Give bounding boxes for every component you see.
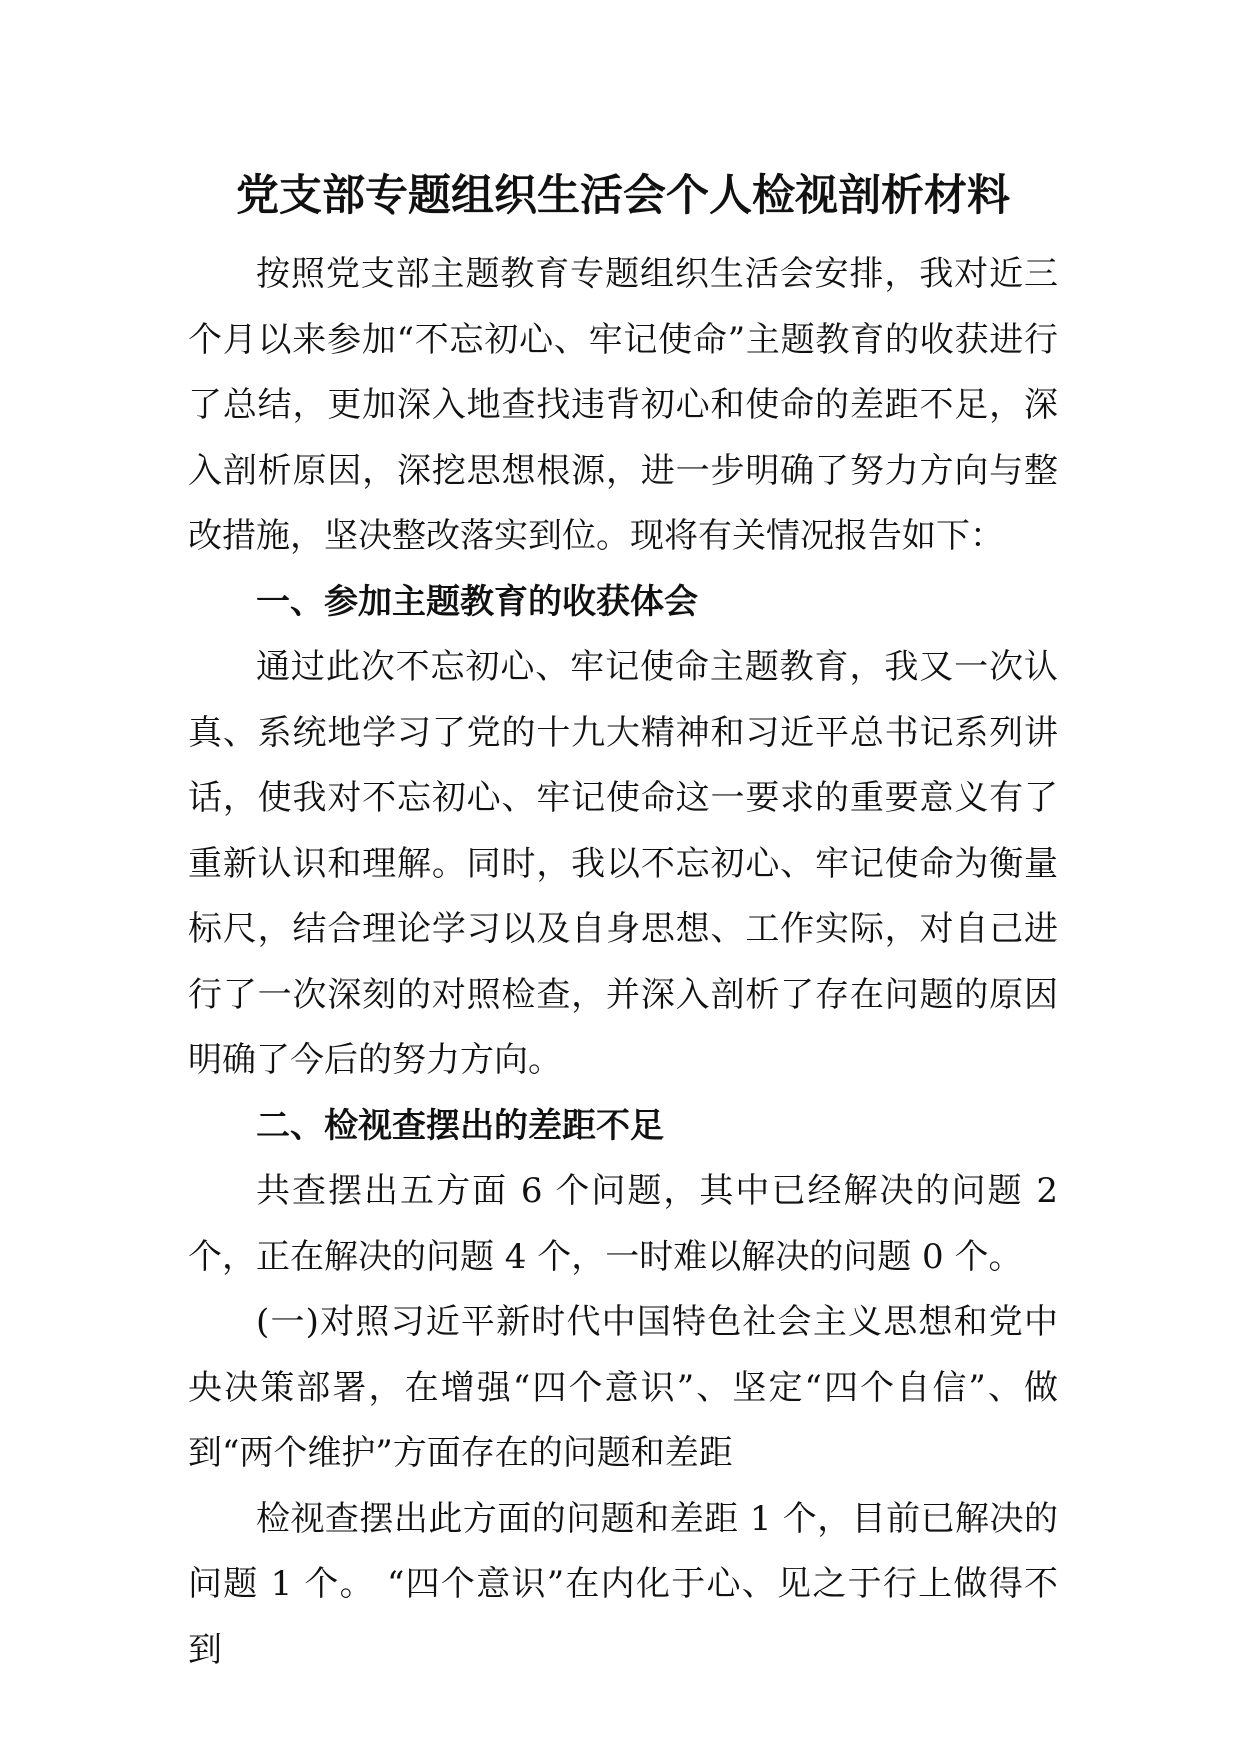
subsection-1-heading: (一)对照习近平新时代中国特色社会主义思想和党中央决策部署，在增强“四个意识”、坚定“四个自信”、做到“两个维护”方面存在的问题和差距 bbox=[188, 1302, 1058, 1473]
section-1-paragraph: 通过此次不忘初心、牢记使命主题教育，我又一次认真、系统地学习了党的十九大精神和习近平总书记系列讲话，使我对不忘初心、牢记使命这一要求的重要意义有了重新认识和理解。同时，我以不忘初心、牢记使命为衡量标尺，结合理论学习以及自身思想、工作实际，对自己进行了一次深刻的对照检查，并深入剖析了存在问题的原因明确了今后的努力方向。 bbox=[188, 647, 1058, 1080]
section-2-heading: 二、检视查摆出的差距不足 bbox=[256, 1105, 664, 1146]
document-title: 党支部专题组织生活会个人检视剖析材料 bbox=[236, 171, 1010, 221]
document-page bbox=[188, 150, 1058, 1683]
section-1-heading: 一、参加主题教育的收获体会 bbox=[256, 581, 698, 622]
intro-paragraph: 按照党支部主题教育专题组织生活会安排，我对近三个月以来参加“不忘初心、牢记使命”主题教育的收获进行了总结，更加深入地查找违背初心和使命的差距不足，深入剖析原因，深挖思想根源，进一步明确了努力方向与整改措施，坚决整改落实到位。现将有关情况报告如下： bbox=[188, 254, 1058, 556]
section-2-paragraph: 共查摆出五方面 6 个问题，其中已经解决的问题 2 个，正在解决的问题 4 个，一时难以解决的问题 0 个。 bbox=[188, 1171, 1058, 1277]
subsection-1-paragraph: 检视查摆出此方面的问题和差距 1 个，目前已解决的问题 1 个。 “四个意识”在内化于心、见之于行上做得不到 bbox=[188, 1498, 1058, 1670]
